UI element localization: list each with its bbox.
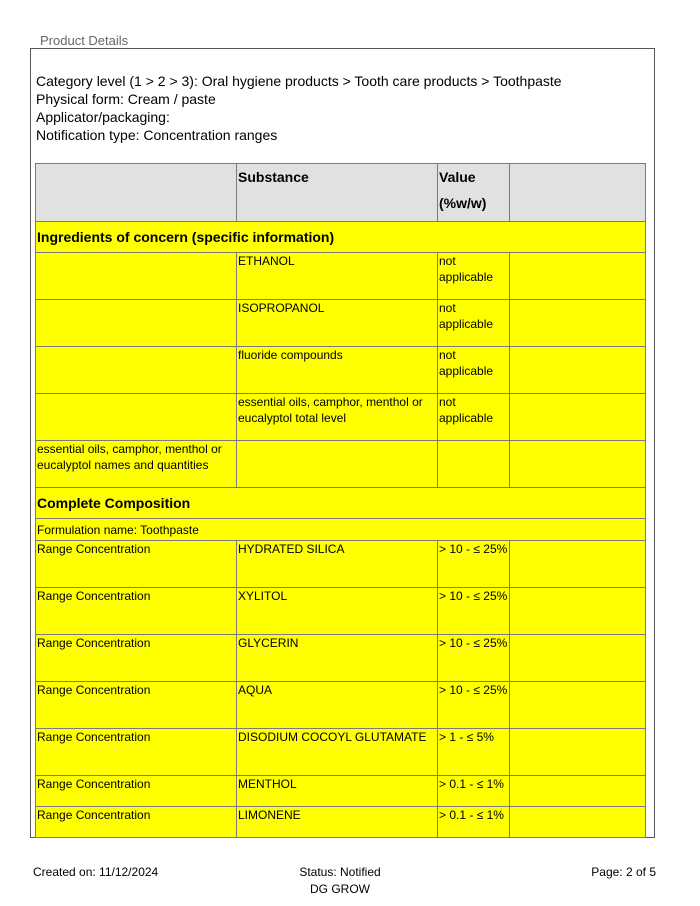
concentration-type-cell: Range Concentration	[36, 588, 237, 635]
physical-form-line: Physical form: Cream / paste	[36, 91, 216, 107]
row-label-cell	[36, 347, 237, 394]
extra-cell	[510, 541, 646, 588]
value-cell: > 10 - ≤ 25%	[438, 682, 510, 729]
footer-page-number: Page: 2 of 5	[591, 865, 656, 879]
concentration-type-cell: Range Concentration	[36, 807, 237, 838]
table-header-row	[36, 164, 646, 222]
row-label-cell	[36, 394, 237, 441]
extra-cell	[510, 776, 646, 807]
composition-table	[35, 163, 646, 838]
substance-cell: ETHANOL	[237, 253, 438, 300]
row-label-cell: essential oils, camphor, menthol or eucalyptol names and quantities	[36, 441, 237, 488]
substance-cell	[237, 441, 438, 488]
table-row	[36, 776, 646, 807]
formulation-row	[36, 519, 646, 541]
substance-cell: ISOPROPANOL	[237, 300, 438, 347]
concentration-type-cell: Range Concentration	[36, 729, 237, 776]
extra-cell	[510, 441, 646, 488]
value-cell: not applicable	[438, 300, 510, 347]
table-row	[36, 588, 646, 635]
table-row	[36, 394, 646, 441]
composition-section-title: Complete Composition	[36, 488, 646, 519]
section-title: Product Details	[40, 33, 129, 48]
row-label-cell	[36, 253, 237, 300]
footer-company: DG GROW	[310, 882, 370, 896]
table-row	[36, 253, 646, 300]
header-cell-value	[438, 164, 510, 222]
table-row	[36, 441, 646, 488]
footer-status: Status: Notified	[299, 865, 381, 879]
row-label-cell	[36, 300, 237, 347]
substance-cell: essential oils, camphor, menthol or eucalyptol total level	[237, 394, 438, 441]
applicator-line: Applicator/packaging:	[36, 109, 170, 125]
concentration-type-cell: Range Concentration	[36, 776, 237, 807]
header-value-unit: (%w/w)	[439, 195, 487, 211]
value-cell	[438, 441, 510, 488]
table-row	[36, 682, 646, 729]
extra-cell	[510, 588, 646, 635]
composition-section-row	[36, 488, 646, 519]
table-row	[36, 807, 646, 838]
extra-cell	[510, 347, 646, 394]
table-row	[36, 347, 646, 394]
header-cell-empty	[36, 164, 237, 222]
concern-section-row	[36, 222, 646, 253]
extra-cell	[510, 682, 646, 729]
table-row	[36, 729, 646, 776]
extra-cell	[510, 729, 646, 776]
category-line: Category level (1 > 2 > 3): Oral hygiene products > Tooth care products > Toothpaste	[36, 73, 562, 89]
extra-cell	[510, 394, 646, 441]
extra-cell	[510, 300, 646, 347]
value-cell: > 0.1 - ≤ 1%	[438, 807, 510, 838]
footer-status-block	[290, 864, 390, 898]
value-cell: > 1 - ≤ 5%	[438, 729, 510, 776]
extra-cell	[510, 807, 646, 838]
substance-cell: GLYCERIN	[237, 635, 438, 682]
value-cell: not applicable	[438, 253, 510, 300]
substance-cell: HYDRATED SILICA	[237, 541, 438, 588]
value-cell: > 0.1 - ≤ 1%	[438, 776, 510, 807]
concentration-type-cell: Range Concentration	[36, 635, 237, 682]
value-cell: not applicable	[438, 347, 510, 394]
concentration-type-cell: Range Concentration	[36, 541, 237, 588]
extra-cell	[510, 253, 646, 300]
table-row	[36, 300, 646, 347]
table-row	[36, 541, 646, 588]
product-info	[36, 72, 562, 144]
header-cell-extra	[510, 164, 646, 222]
extra-cell	[510, 635, 646, 682]
substance-cell: LIMONENE	[237, 807, 438, 838]
footer-created-date: Created on: 11/12/2024	[33, 865, 159, 879]
substance-cell: fluoride compounds	[237, 347, 438, 394]
substance-cell: DISODIUM COCOYL GLUTAMATE	[237, 729, 438, 776]
concentration-type-cell: Range Concentration	[36, 682, 237, 729]
value-cell: not applicable	[438, 394, 510, 441]
table-row	[36, 635, 646, 682]
substance-cell: XYLITOL	[237, 588, 438, 635]
header-value-label: Value	[439, 169, 476, 185]
value-cell: > 10 - ≤ 25%	[438, 588, 510, 635]
notification-type-line: Notification type: Concentration ranges	[36, 127, 278, 143]
substance-cell: AQUA	[237, 682, 438, 729]
value-cell: > 10 - ≤ 25%	[438, 635, 510, 682]
value-cell: > 10 - ≤ 25%	[438, 541, 510, 588]
formulation-name: Formulation name: Toothpaste	[36, 519, 646, 541]
substance-cell: MENTHOL	[237, 776, 438, 807]
header-cell-substance: Substance	[237, 164, 438, 222]
concern-section-title: Ingredients of concern (specific information)	[36, 222, 646, 253]
